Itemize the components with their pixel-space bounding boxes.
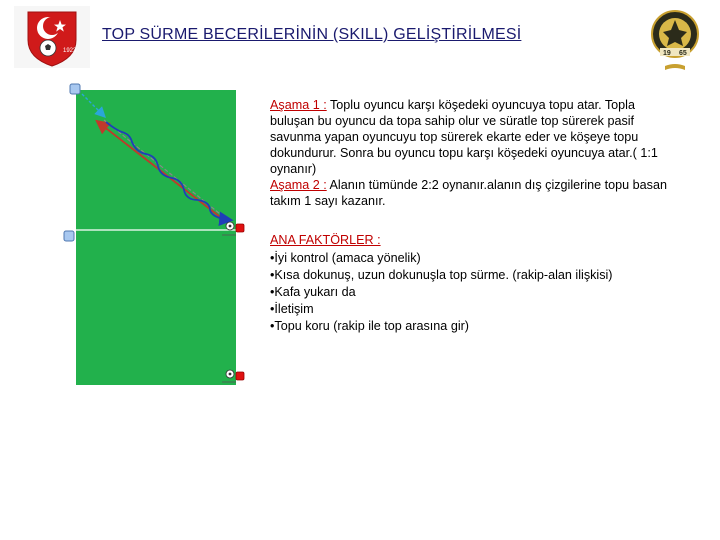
factor-item: •Kısa dokunuş, uzun dokunuşla top sürme. (rakip-alan ilişkisi) xyxy=(270,268,613,282)
ball-icon xyxy=(226,370,234,378)
factors-list xyxy=(270,250,690,335)
emblem-year-left: 19 xyxy=(663,50,671,57)
drill-description xyxy=(270,97,670,209)
tff-crest-logo xyxy=(14,6,90,68)
emblem-year-right: 65 xyxy=(679,50,687,57)
cone-mid-right xyxy=(236,224,244,232)
factor-item: •Topu koru (rakip ile top arasına gir) xyxy=(270,319,470,333)
factor-item: •Kafa yukarı da xyxy=(270,285,356,299)
round-emblem-logo xyxy=(650,8,700,76)
page-title: TOP SÜRME BECERİLERİNİN (SKILL) GELİŞTİRİLMESİ xyxy=(102,26,522,43)
cone-bottom-right xyxy=(236,372,244,380)
player-top-left xyxy=(70,84,80,94)
factors-heading: ANA FAKTÖRLER : xyxy=(270,233,381,247)
stage-2-text: Alanın tümünde 2:2 oynanır.alanın dış çizgilerine topu basan takım 1 sayı kazanır. xyxy=(270,178,667,208)
stage-1-text: Toplu oyuncu karşı köşedeki oyuncuya topu atar. Topla buluşan bu oyuncu da topa sahip olur ve süratle top sürerek pasif savunma yapan oyuncuyu top sürerek ekarte eder ve köşeye topu dokundurur. Sonra bu oyuncu topu karşı köşedeki oyuncuya atar.( 1:1 oynanır) xyxy=(270,98,658,176)
drill-diagram xyxy=(60,80,260,390)
stage-1-label: Aşama 1 : xyxy=(270,98,327,112)
factor-item: •İletişim xyxy=(270,302,314,316)
player-mid-left xyxy=(64,231,74,241)
ball-icon xyxy=(226,222,234,230)
pitch-field xyxy=(76,90,236,385)
crest-year: 1923 xyxy=(63,48,77,54)
factor-item: •İyi kontrol (amaca yönelik) xyxy=(270,251,421,265)
stage-2-label: Aşama 2 : xyxy=(270,178,327,192)
